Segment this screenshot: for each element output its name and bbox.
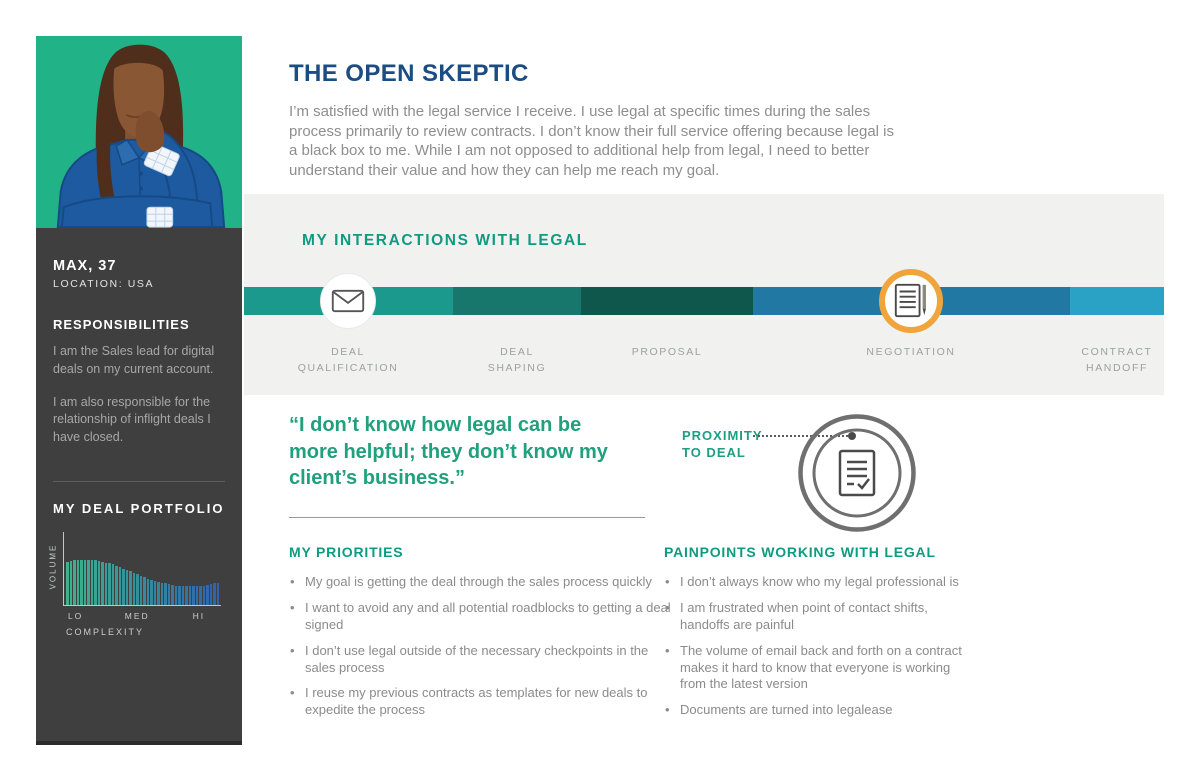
- chart-bar: [164, 583, 167, 604]
- proximity-to-deal-label: PROXIMITY TO DEAL: [682, 428, 763, 460]
- stage-segment-deal-shaping: [453, 287, 581, 315]
- chart-bar: [217, 583, 220, 605]
- chart-bar: [119, 567, 122, 605]
- responsibilities-heading: RESPONSIBILITIES: [53, 317, 190, 332]
- chart-bar: [206, 585, 209, 605]
- list-item: • My goal is getting the deal through the sales process quickly: [289, 574, 671, 591]
- sidebar: [36, 36, 242, 745]
- chart-bar: [122, 569, 125, 605]
- chart-bar: [101, 562, 104, 605]
- painpoints-heading: PAINPOINTS WORKING WITH LEGAL: [664, 544, 936, 560]
- avatar: [36, 36, 242, 228]
- list-item: • I reuse my previous contracts as templates for new deals to expedite the process: [289, 685, 671, 719]
- priorities-heading: MY PRIORITIES: [289, 544, 404, 560]
- chart-bar: [161, 583, 164, 605]
- interactions-section: [244, 194, 1164, 395]
- chart-bar: [77, 560, 80, 604]
- deal-portfolio-heading: MY DEAL PORTFOLIO: [53, 500, 225, 516]
- sidebar-divider: [53, 481, 225, 482]
- stage-label: NEGOTIATION: [866, 346, 956, 358]
- chart-tick-hi: HI: [192, 610, 206, 621]
- chart-bar: [175, 586, 178, 605]
- chart-bar: [147, 579, 150, 605]
- responsibilities-list: [53, 343, 225, 447]
- envelope-icon: [321, 274, 375, 328]
- quote-divider: [289, 517, 645, 518]
- chart-bar: [87, 560, 90, 604]
- chart-x-axis-label: COMPLEXITY: [66, 626, 145, 637]
- persona-location: LOCATION: USA: [53, 278, 155, 290]
- chart-bar: [157, 582, 160, 605]
- chart-bar: [182, 586, 185, 605]
- document-check-icon: [794, 410, 920, 536]
- chart-bar: [189, 586, 192, 605]
- chart-bar: [70, 561, 73, 605]
- list-item: I am also responsible for the relationship of inflight deals I have closed.: [53, 394, 211, 444]
- chart-bar: [129, 571, 132, 604]
- chart-bar: [196, 586, 199, 605]
- chart-bar: [199, 586, 202, 605]
- chart-bar: [143, 577, 146, 604]
- chart-y-axis-label: VOLUME: [48, 543, 58, 590]
- chart-bar: [192, 586, 195, 605]
- persona-quote: “I don’t know how legal can be more helpful; they don’t know my client’s business.”: [289, 414, 608, 490]
- chart-bar: [73, 560, 76, 604]
- priorities-list: [289, 574, 671, 719]
- list-item: • I don’t always know who my legal professional is: [664, 574, 966, 591]
- chart-bar: [126, 570, 129, 605]
- proximity-rings: [794, 410, 920, 541]
- chart-bar: [108, 563, 111, 604]
- painpoints-list: [664, 574, 966, 719]
- list-item: • I am frustrated when point of contact shifts, handoffs are painful: [664, 600, 966, 634]
- deal-stage-timeline: [244, 287, 1164, 315]
- chart-bar: [171, 585, 174, 605]
- deal-portfolio-chart: [48, 532, 221, 637]
- profile-panel: [36, 228, 242, 745]
- stage-segment-contract-handoff: [1070, 287, 1164, 315]
- list-item: • The volume of email back and forth on a contract makes it hard to know that everyone is working from the latest version: [664, 643, 966, 694]
- chart-bar: [210, 584, 213, 605]
- chart-bar: [168, 584, 171, 605]
- chart-bar: [98, 561, 101, 605]
- stage-label: CONTRACT HANDOFF: [1081, 346, 1153, 375]
- chart-bar: [213, 583, 216, 604]
- chart-tick-lo: LO: [67, 610, 84, 621]
- person-hand-on-chin-illustration: [36, 36, 242, 228]
- chart-bar: [136, 574, 139, 604]
- chart-bar: [66, 562, 69, 605]
- stage-label: DEAL QUALIFICATION: [297, 346, 399, 375]
- chart-bar: [140, 576, 143, 605]
- interactions-heading: MY INTERACTIONS WITH LEGAL: [302, 232, 588, 249]
- list-item: • I want to avoid any and all potential roadblocks to getting a deal signed: [289, 600, 671, 634]
- priorities-section: [289, 544, 671, 728]
- stage-label: PROPOSAL: [631, 346, 703, 358]
- stage-segment-proposal: [581, 287, 753, 315]
- chart-bar: [112, 564, 115, 605]
- stage-label: DEAL SHAPING: [487, 346, 547, 375]
- page-title: THE OPEN SKEPTIC: [289, 60, 529, 87]
- chart-bar: [150, 580, 153, 604]
- chart-bar: [94, 560, 97, 604]
- chart-bar: [203, 586, 206, 605]
- chart-bar: [91, 560, 94, 604]
- chart-x-ticks: [63, 611, 221, 625]
- chart-bar: [105, 563, 108, 605]
- chart-bar: [133, 573, 136, 605]
- chart-bar: [80, 560, 83, 604]
- chart-tick-med: MED: [124, 610, 150, 621]
- chart-bar: [185, 586, 188, 605]
- chart-bar: [178, 586, 181, 605]
- chart-bar: [154, 581, 157, 605]
- document-pen-icon: [879, 269, 943, 333]
- list-item: • Documents are turned into legalease: [664, 702, 966, 719]
- list-item: I am the Sales lead for digital deals on my current account.: [53, 344, 215, 376]
- chart-bar: [84, 560, 87, 604]
- chart-plot-area: [63, 532, 221, 606]
- persona-description: I’m satisfied with the legal service I receive. I use legal at specific times during the sales process primarily to review contracts. I don’t know their full service offering because legal is a black box to me. While I am not opposed to additional help from legal, I need to better understand their value and how they can help me reach my goal.: [289, 103, 894, 179]
- list-item: • I don’t use legal outside of the necessary checkpoints in the sales process: [289, 643, 671, 677]
- painpoints-section: [664, 544, 966, 728]
- chart-bar: [115, 566, 118, 605]
- persona-name: MAX, 37: [53, 258, 117, 274]
